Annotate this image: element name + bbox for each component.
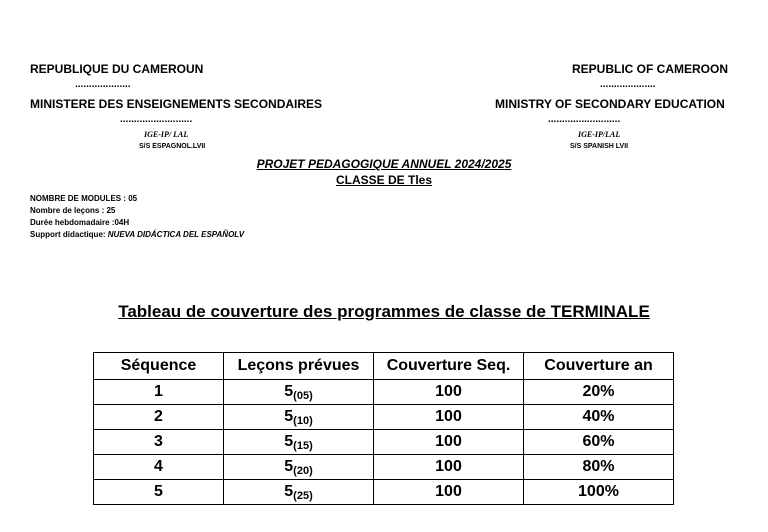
- cell-lessons-cumul: (05): [293, 389, 313, 402]
- left-dots-1: ....................: [75, 79, 131, 90]
- right-section: S/S SPANISH LVII: [570, 143, 629, 150]
- meta-support: [30, 229, 244, 241]
- cell-lessons: [224, 405, 374, 430]
- table-row: [94, 380, 674, 405]
- cell-lessons: [224, 455, 374, 480]
- cell-lessons-cumul: (15): [293, 439, 313, 452]
- meta-lessons: Nombre de leçons : 25: [30, 206, 116, 215]
- project-title: PROJET PEDAGOGIQUE ANNUEL 2024/2025: [256, 157, 512, 171]
- cell-coverage-year: 20%: [524, 380, 674, 405]
- cell-lessons: [224, 430, 374, 455]
- table-row: [94, 405, 674, 430]
- meta-support-value: NUEVA DIDÁCTICA DEL ESPAÑOLV: [107, 230, 245, 239]
- cell-lessons-cumul: (20): [293, 464, 313, 477]
- table-row: [94, 430, 674, 455]
- cell-coverage-seq: 100: [374, 430, 524, 455]
- cell-coverage-year: 80%: [524, 455, 674, 480]
- cell-lessons-count: 5: [284, 382, 294, 400]
- left-country: REPUBLIQUE DU CAMEROUN: [30, 62, 204, 76]
- class-title: CLASSE DE Tles: [335, 173, 433, 187]
- cell-coverage-year: 100%: [524, 480, 674, 505]
- col-header-lessons: Leçons prévues: [224, 353, 374, 380]
- cell-sequence: 3: [94, 430, 224, 455]
- cell-lessons-count: 5: [284, 407, 294, 425]
- meta-modules: NOMBRE DE MODULES : 05: [30, 194, 138, 203]
- cell-lessons: [224, 480, 374, 505]
- meta-support-label: Support didactique:: [30, 230, 108, 239]
- left-office: IGE-IP/ LAL: [144, 130, 189, 139]
- cell-lessons: [224, 380, 374, 405]
- right-office: IGE-IP/LAL: [578, 130, 621, 139]
- table-row: [94, 480, 674, 505]
- left-dots-2: ..........................: [120, 114, 193, 125]
- table-header-row: [94, 353, 674, 380]
- cell-sequence: 1: [94, 380, 224, 405]
- right-dots-1: ....................: [600, 79, 656, 90]
- cell-lessons-count: 5: [284, 482, 294, 500]
- table-row: [94, 455, 674, 480]
- cell-coverage-seq: 100: [374, 480, 524, 505]
- col-header-coverage-seq: Couverture Seq.: [374, 353, 524, 380]
- meta-block: [30, 193, 244, 241]
- left-section: S/S ESPAGNOL.LVII: [139, 143, 206, 150]
- cell-coverage-year: 40%: [524, 405, 674, 430]
- right-dots-2: ..........................: [548, 114, 621, 125]
- right-country: REPUBLIC OF CAMEROON: [572, 62, 728, 76]
- cell-lessons-cumul: (25): [293, 489, 313, 502]
- cell-lessons-count: 5: [284, 432, 294, 450]
- col-header-sequence: Séquence: [94, 353, 224, 380]
- cell-lessons-count: 5: [284, 457, 294, 475]
- cell-coverage-seq: 100: [374, 405, 524, 430]
- table-title: Tableau de couverture des programmes de classe de TERMINALE: [118, 302, 650, 321]
- right-ministry: MINISTRY OF SECONDARY EDUCATION: [495, 97, 725, 111]
- cell-lessons-cumul: (10): [293, 414, 313, 427]
- col-header-coverage-year: Couverture an: [524, 353, 674, 380]
- cell-sequence: 2: [94, 405, 224, 430]
- cell-sequence: 5: [94, 480, 224, 505]
- meta-duration: Durée hebdomadaire :04H: [30, 218, 130, 227]
- cell-coverage-seq: 100: [374, 380, 524, 405]
- cell-sequence: 4: [94, 455, 224, 480]
- cell-coverage-seq: 100: [374, 455, 524, 480]
- coverage-table: [93, 352, 674, 505]
- left-ministry: MINISTERE DES ENSEIGNEMENTS SECONDAIRES: [30, 97, 323, 111]
- cell-coverage-year: 60%: [524, 430, 674, 455]
